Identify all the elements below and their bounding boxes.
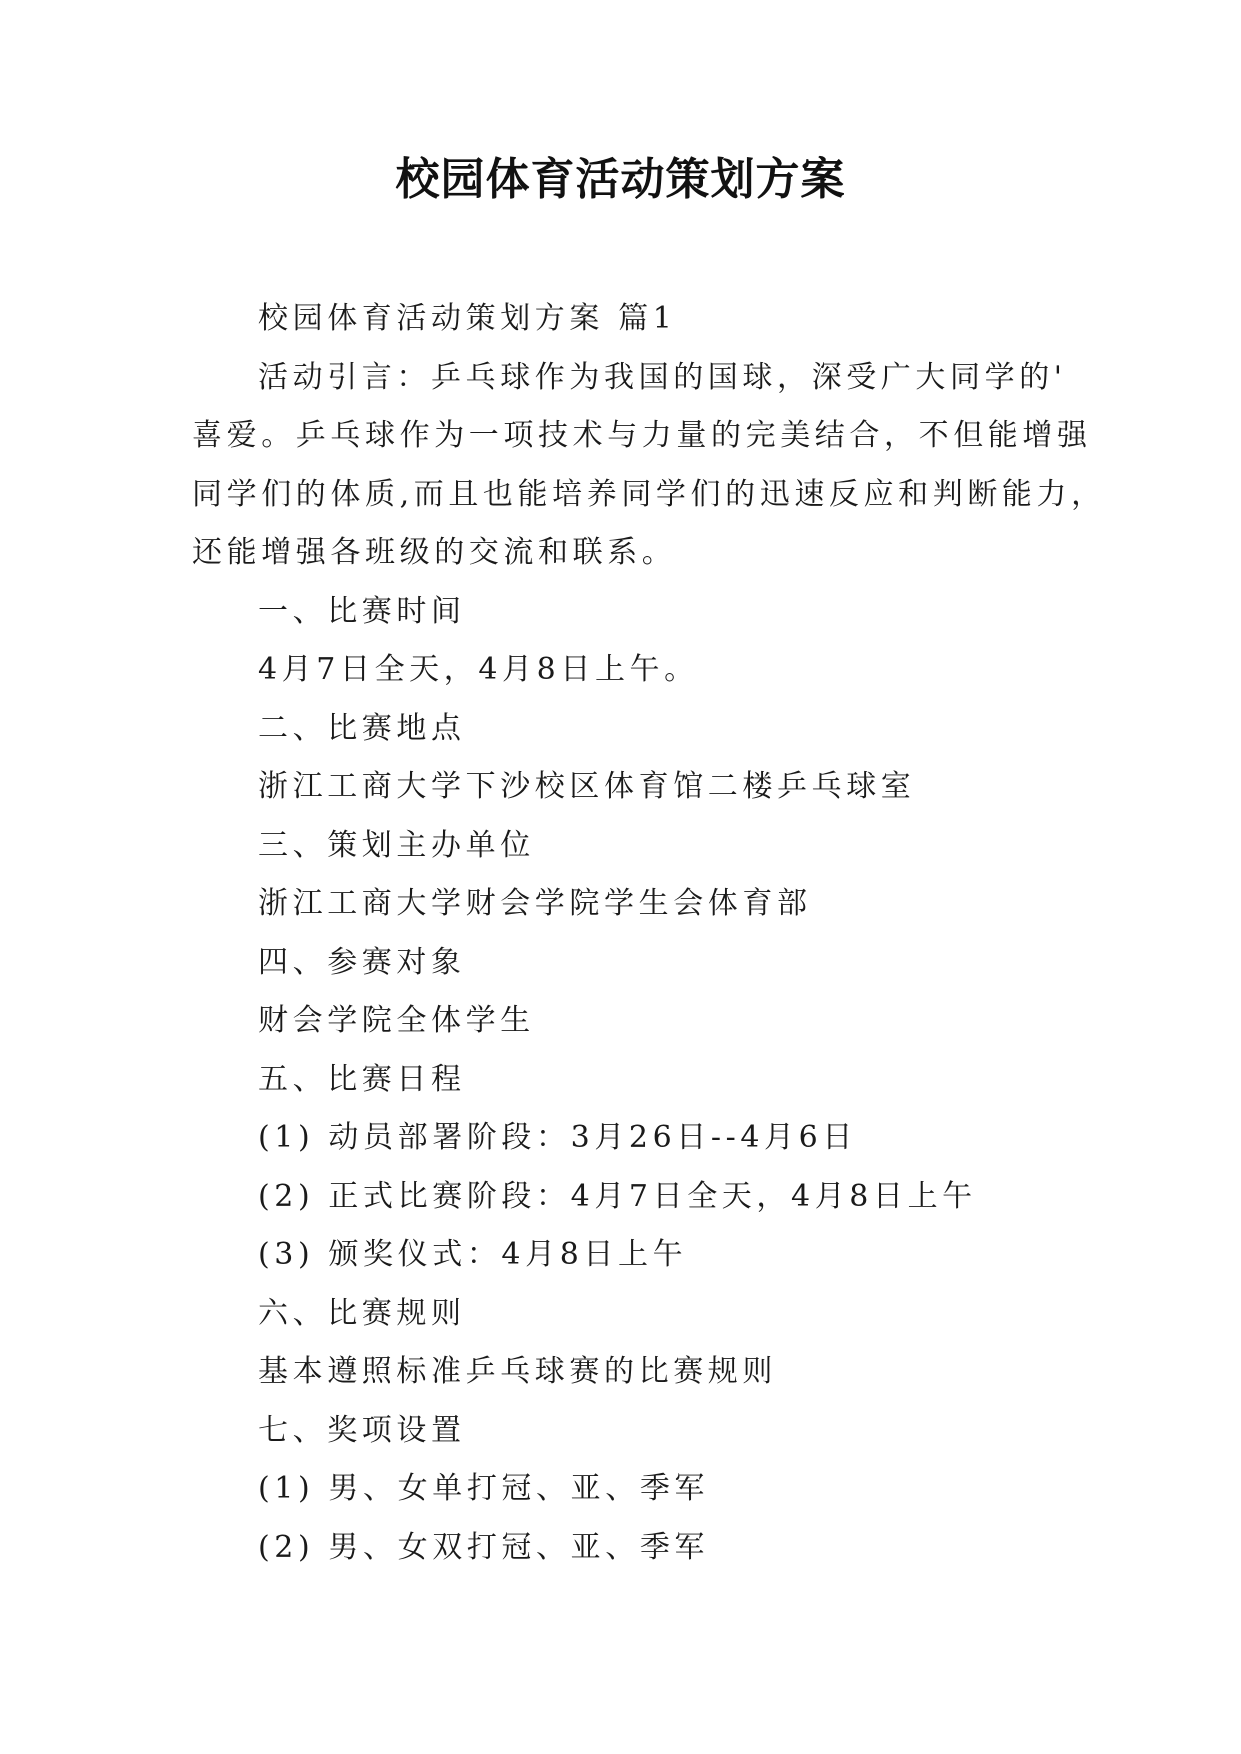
heading-match-time: 一、比赛时间 (258, 593, 466, 629)
document-title: 校园体育活动策划方案 (395, 154, 846, 205)
heading-awards: 七、奖项设置 (258, 1412, 466, 1448)
schedule-item-2: (2) 正式比赛阶段：4月7日全天，4月8日上午 (258, 1178, 977, 1214)
schedule-item-3: (3) 颁奖仪式：4月8日上午 (258, 1237, 688, 1272)
schedule-item-1: (1) 动员部署阶段：3月26日--4月6日 (258, 1120, 857, 1155)
intro-line-2: 喜爱。乒乓球作为一项技术与力量的完美结合，不但能增强 (192, 418, 1092, 453)
intro-line-1: 活动引言：乒乓球作为我国的国球，深受广大同学的' (258, 359, 1067, 395)
rules-value: 基本遵照标准乒乓球赛的比赛规则 (258, 1354, 777, 1389)
intro-line-4: 还能增强各班级的交流和联系。 (192, 535, 677, 570)
intro-line-3: 同学们的体质,而且也能培养同学们的迅速反应和判断能力， (192, 476, 1106, 512)
match-location-value: 浙江工商大学下沙校区体育馆二楼乒乓球室 (258, 769, 916, 804)
heading-schedule: 五、比赛日程 (258, 1061, 466, 1097)
heading-rules: 六、比赛规则 (258, 1295, 466, 1331)
award-item-1: (1) 男、女单打冠、亚、季军 (258, 1471, 710, 1506)
award-item-2: (2) 男、女双打冠、亚、季军 (258, 1529, 710, 1565)
heading-participants: 四、参赛对象 (258, 944, 466, 980)
heading-match-location: 二、比赛地点 (258, 710, 466, 746)
heading-organizer: 三、策划主办单位 (258, 827, 535, 863)
participants-value: 财会学院全体学生 (258, 1003, 535, 1038)
intro-paragraph (192, 349, 1106, 583)
section-heading-part1: 校园体育活动策划方案 篇1 (258, 301, 677, 336)
organizer-value: 浙江工商大学财会学院学生会体育部 (258, 886, 812, 921)
document-body (192, 290, 1106, 1577)
match-time-value: 4月7日全天，4月8日上午。 (258, 652, 699, 687)
